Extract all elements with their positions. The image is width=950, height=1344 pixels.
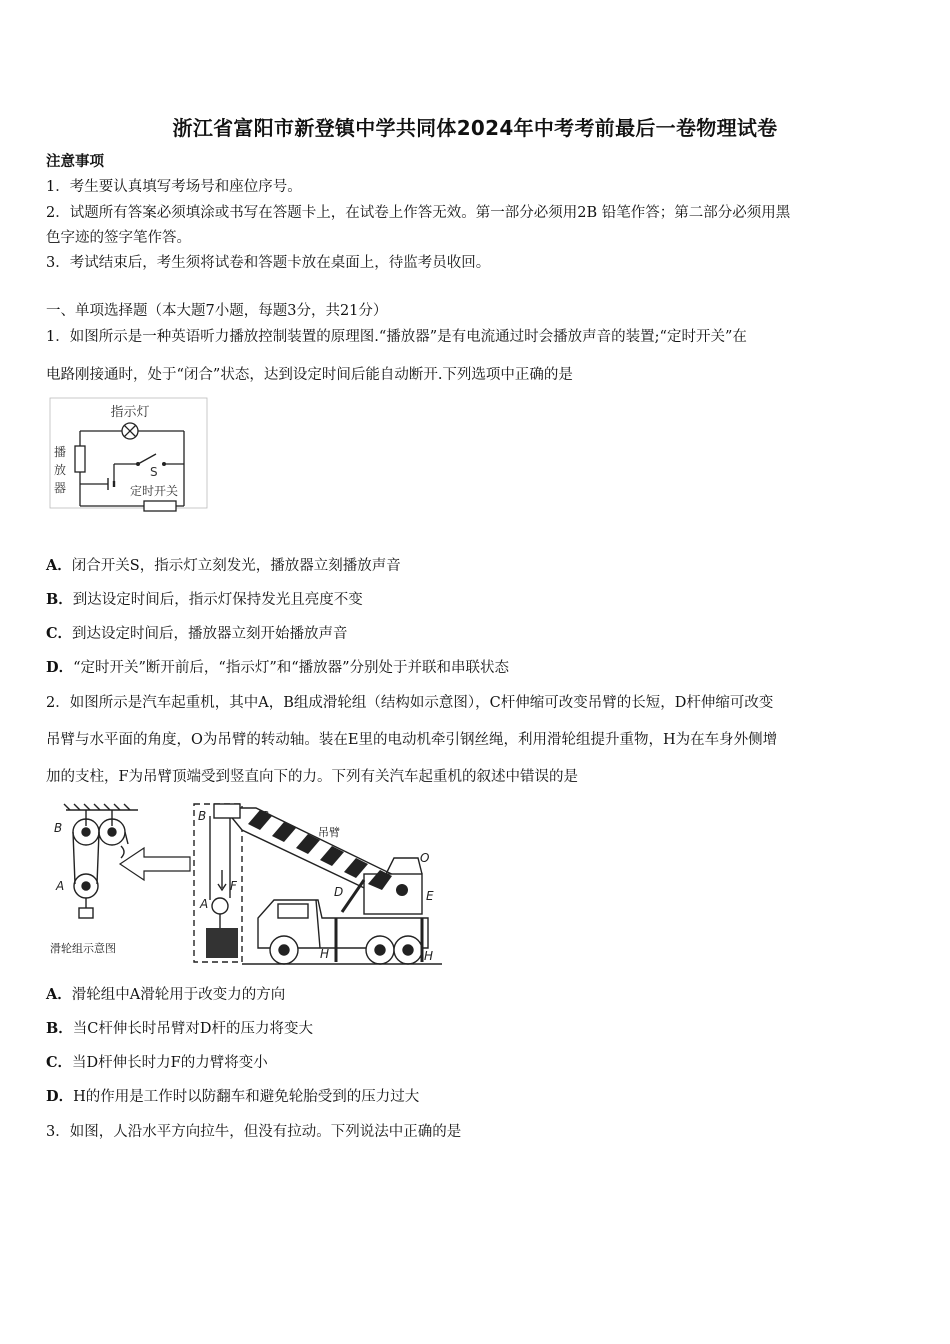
q2-option-d: [46, 1088, 906, 1106]
option-text: “定时开关”断开前后，“指示灯”和“播放器”分别处于并联和串联状态: [73, 660, 510, 676]
label-c: C: [260, 809, 269, 823]
label-b-left: B: [54, 821, 63, 835]
option-text: 当D杆伸长时力F的力臂将变小: [72, 1055, 268, 1071]
option-text: 当C杆伸长时吊臂对D杆的压力将变大: [72, 1021, 313, 1037]
page-title: 浙江省富阳市新登镇中学共同体2024年中考考前最后一卷物理试卷: [172, 116, 778, 140]
notice-item-3: 3．考试结束后，考生须将试卷和答题卡放在桌面上，待监考员收回。: [46, 255, 491, 271]
q2-stem-line-2: 吊臂与水平面的角度，O为吊臂的转动轴。装在E里的电动机牵引钢丝绳，利用滑轮组提升重物，H为在车身外侧增: [46, 732, 778, 748]
notice-heading: 注意事项: [46, 153, 104, 170]
player-label-2: 放: [53, 463, 67, 477]
q2-stem-line-1: 2．如图所示是汽车起重机，其中A，B组成滑轮组（结构如示意图），C杆伸缩可改变吊臂的长短，D杆伸缩可改变: [46, 695, 774, 711]
notice-item-2: 2．试题所有答案必须填涂或书写在答题卡上，在试卷上作答无效。第一部分必须用2B 铅笔作答；第二部分必须用黑: [46, 205, 791, 221]
label-e: E: [426, 889, 434, 903]
option-letter: D．: [46, 659, 74, 676]
q1-circuit-diagram: [46, 394, 211, 514]
q2-option-a: [46, 986, 906, 1004]
label-h-right: H: [424, 949, 434, 963]
player-label-1: 播: [53, 445, 67, 459]
option-letter: C．: [46, 625, 73, 642]
label-arm: 吊臂: [318, 826, 340, 839]
label-a-left: A: [56, 879, 65, 893]
label-f: F: [230, 879, 237, 893]
q2-option-b: [46, 1020, 906, 1038]
option-text: 闭合开关S，指示灯立刻发光，播放器立刻播放声音: [71, 558, 401, 574]
q1-stem-line-2: 电路刚接通时，处于“闭合”状态，达到设定时间后能自动断开.下列选项中正确的是: [46, 367, 573, 383]
label-a-box: A: [200, 897, 209, 911]
option-text: H的作用是工作时以防翻车和避免轮胎受到的压力过大: [73, 1089, 420, 1105]
q3-stem: 3．如图，人沿水平方向拉牛，但没有拉动。下列说法中正确的是: [46, 1124, 462, 1140]
q1-stem-line-1: 1．如图所示是一种英语听力播放控制装置的原理图.“播放器”是有电流通过时会播放声音的装置;“定时开关”在: [46, 329, 747, 345]
q2-crane-diagram: [46, 800, 446, 972]
option-letter: C．: [46, 1054, 73, 1071]
q1-option-c: [46, 625, 906, 643]
q1-option-a: [46, 557, 906, 575]
option-text: 滑轮组中A滑轮用于改变力的方向: [71, 987, 286, 1003]
load-block: [206, 928, 238, 958]
label-b-box: B: [198, 809, 207, 823]
q1-option-d: [46, 659, 906, 677]
option-text: 到达设定时间后，指示灯保持发光且亮度不变: [72, 592, 363, 608]
timer-label: 定时开关: [130, 484, 179, 498]
q2-stem-line-3: 加的支柱，F为吊臂顶端受到竖直向下的力。下列有关汽车起重机的叙述中错误的是: [46, 769, 579, 785]
lamp-label: 指示灯: [110, 405, 150, 420]
option-text: 到达设定时间后，播放器立刻开始播放声音: [72, 626, 348, 642]
notice-item-1: 1．考生要认真填写考场号和座位序号。: [46, 179, 302, 195]
section-heading: 一、单项选择题（本大题7小题，每题3分，共21分）: [46, 303, 388, 319]
option-letter: A．: [46, 986, 72, 1003]
option-letter: D．: [46, 1088, 74, 1105]
player-label-3: 器: [53, 481, 67, 495]
switch-label: S: [150, 465, 158, 479]
label-d: D: [334, 885, 344, 899]
q1-option-b: [46, 591, 906, 609]
option-letter: A．: [46, 557, 72, 574]
q2-option-c: [46, 1054, 906, 1072]
option-letter: B．: [46, 1020, 73, 1037]
label-o: O: [420, 851, 430, 865]
option-letter: B．: [46, 591, 73, 608]
pulley-caption: 滑轮组示意图: [50, 942, 116, 955]
label-h-left: H: [320, 947, 330, 961]
notice-item-2-cont: 色字迹的签字笔作答。: [46, 230, 191, 246]
